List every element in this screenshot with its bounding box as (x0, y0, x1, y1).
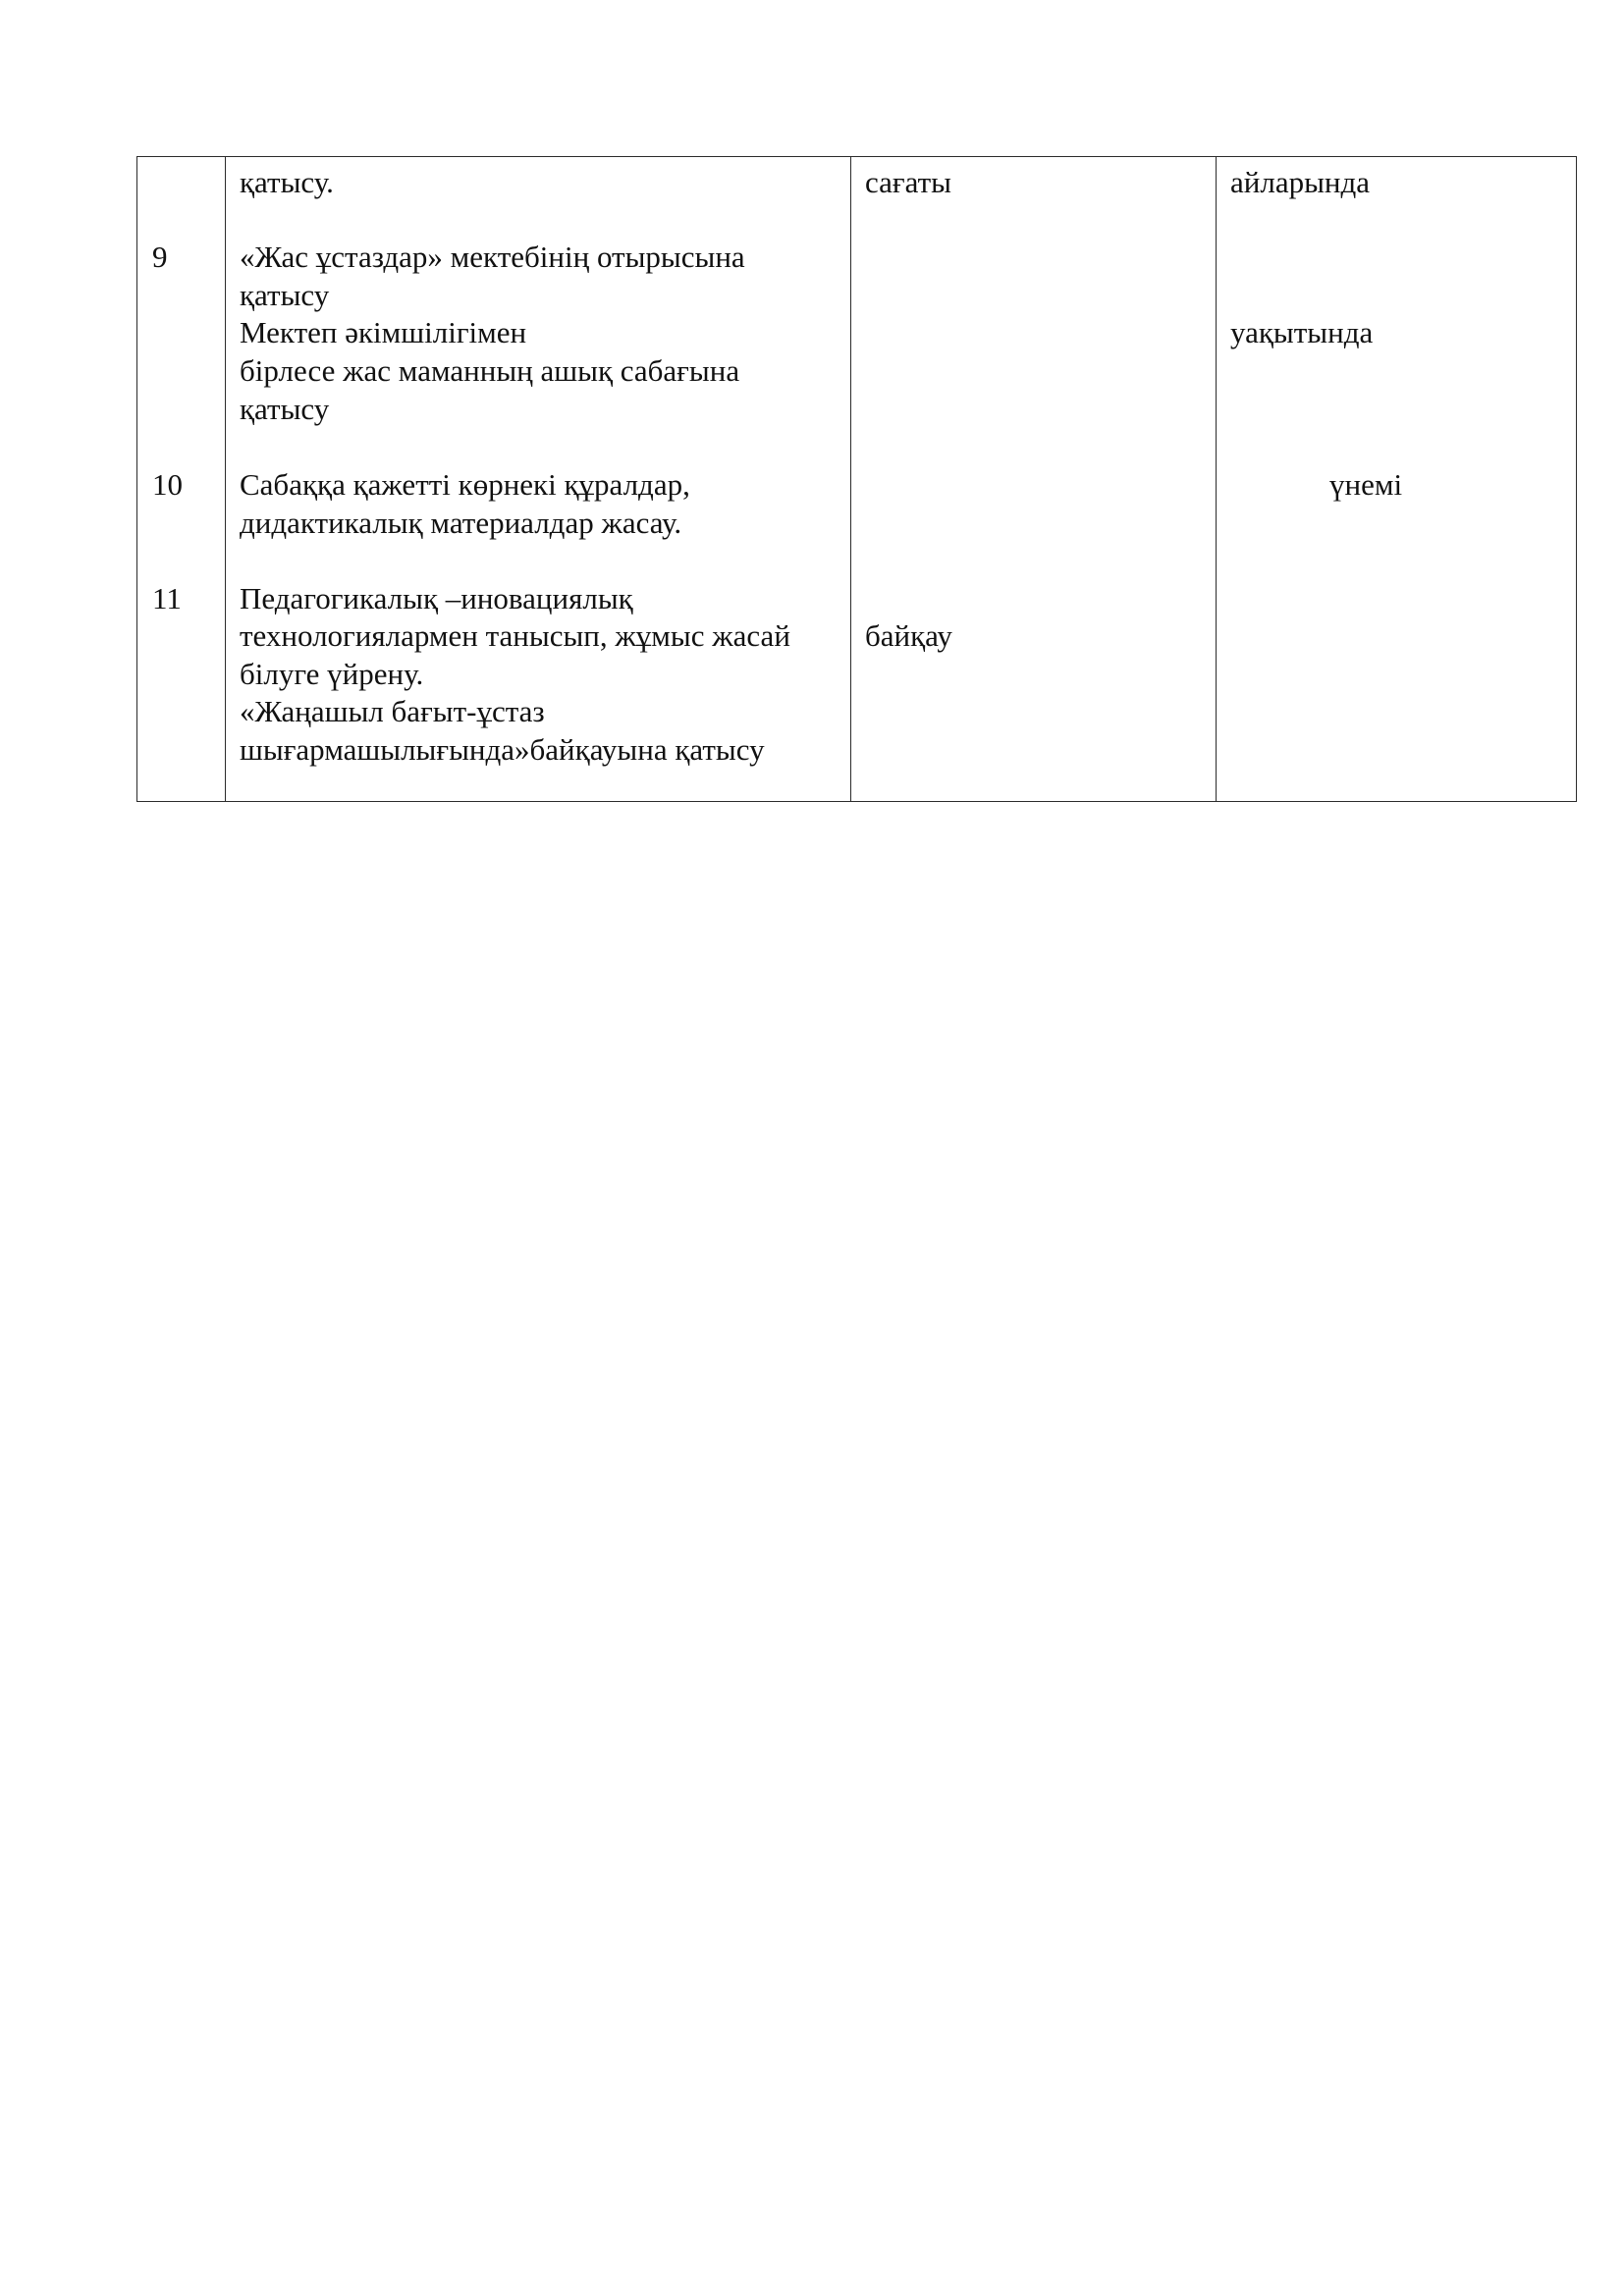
form-cell: байқау (865, 618, 952, 653)
activity-line: білуге үйрену. (240, 657, 424, 691)
activity-line: дидактикалық материалдар жасау. (240, 506, 682, 540)
activity-line: шығармашылығында»байқауына қатысу (240, 732, 765, 767)
activity-line: Сабаққа қажетті көрнекі құралдар, (240, 467, 690, 502)
activity-line: Педагогикалық –иновациялық (240, 581, 633, 615)
activity-line: «Жаңашыл бағыт-ұстаз (240, 694, 545, 728)
column-divider-form (1216, 157, 1217, 801)
timing-cell: айларында (1230, 165, 1371, 199)
activity-line: «Жас ұстаздар» мектебінің отырысына (240, 240, 745, 274)
column-divider-activity (850, 157, 851, 801)
form-cell: сағаты (865, 165, 951, 199)
activity-line: қатысу. (240, 165, 334, 199)
activity-line: қатысу (240, 278, 330, 312)
activity-line: қатысу (240, 392, 330, 426)
activity-line: технологиялармен танысып, жұмыс жасай (240, 618, 790, 653)
activity-line: Мектеп әкімшілігімен (240, 315, 527, 349)
column-divider-number (225, 157, 226, 801)
row-number: 11 (152, 581, 182, 615)
timing-cell: үнемі (1329, 467, 1403, 502)
activity-line: бірлесе жас маманның ашық сабағына (240, 353, 740, 388)
plan-table (136, 156, 1577, 802)
row-number: 9 (152, 240, 168, 274)
row-number: 10 (152, 467, 183, 502)
timing-cell: уақытында (1230, 315, 1374, 349)
